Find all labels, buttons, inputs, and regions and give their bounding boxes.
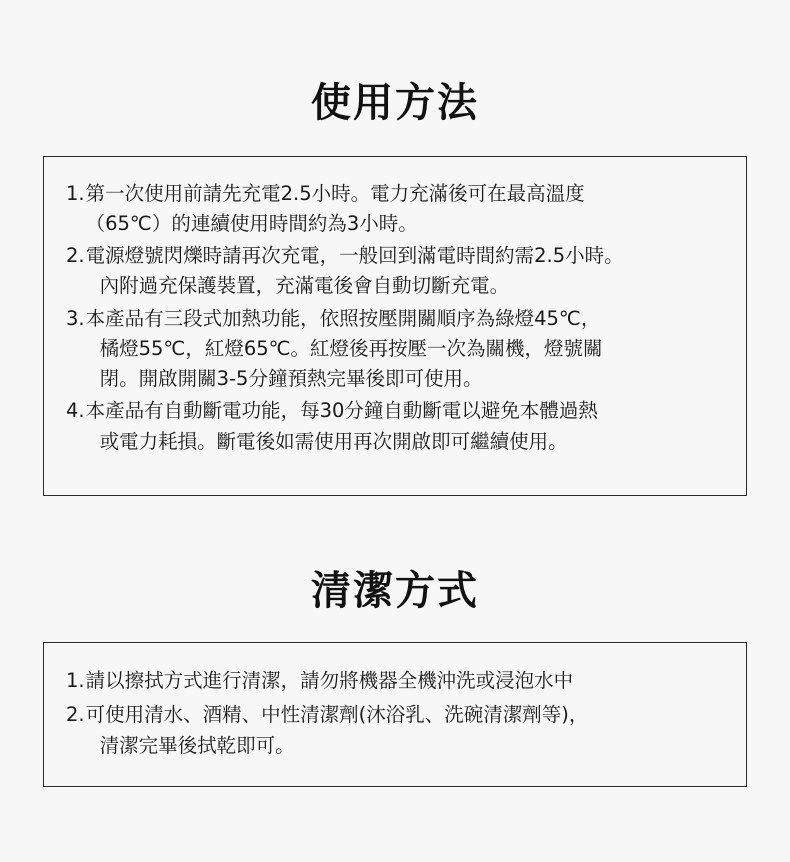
list-item-line: 本產品有三段式加熱功能，依照按壓開關順序為綠燈45℃， bbox=[85, 306, 601, 330]
list-item-line: 電源燈號閃爍時請再次充電，一般回到滿電時間約需2.5小時。 bbox=[85, 244, 624, 268]
list-item-text bbox=[86, 241, 730, 301]
list-item-line: 內附過充保護裝置，充滿電後會自動切斷充電。 bbox=[99, 274, 510, 298]
list-item bbox=[66, 396, 730, 456]
list-item-text bbox=[86, 396, 730, 456]
list-item-number: 4. bbox=[66, 399, 85, 423]
list-item-number: 2. bbox=[66, 702, 85, 726]
list-item-line: 請以擦拭方式進行清潔，請勿將機器全機沖洗或浸泡水中 bbox=[85, 669, 574, 693]
list-item bbox=[66, 304, 730, 395]
list-item-text bbox=[86, 699, 730, 761]
list-item bbox=[66, 179, 730, 239]
list-item-line: 清潔完畢後拭乾即可。 bbox=[99, 733, 295, 757]
list-item-text bbox=[86, 179, 730, 239]
usage-section-title: 使用方法 bbox=[311, 79, 479, 126]
list-item bbox=[66, 665, 730, 696]
list-item-number: 1. bbox=[66, 669, 85, 693]
list-item-number: 2. bbox=[66, 244, 85, 268]
list-item-line: 本產品有自動斷電功能，每30分鐘自動斷電以避免本體過熱 bbox=[85, 399, 598, 423]
list-item-number: 1. bbox=[66, 181, 85, 205]
list-item bbox=[66, 699, 730, 761]
list-item-line: 橘燈55℃，紅燈65℃。紅燈後再按壓一次為關機，燈號關 bbox=[99, 336, 603, 360]
instruction-page bbox=[0, 27, 790, 862]
list-item-line: 或電力耗損。斷電後如需使用再次開啟即可繼續使用。 bbox=[99, 429, 568, 453]
list-item bbox=[66, 241, 730, 301]
list-item-text bbox=[86, 304, 730, 395]
cleaning-section-title: 清潔方式 bbox=[311, 567, 479, 614]
cleaning-instructions-panel bbox=[43, 642, 747, 787]
list-item-text bbox=[86, 665, 730, 696]
usage-instructions-panel bbox=[43, 156, 747, 496]
list-item-line: 可使用清水、酒精、中性清潔劑(沐浴乳、洗碗清潔劑等)， bbox=[85, 702, 589, 726]
list-item-line: （65℃）的連續使用時間約為3小時。 bbox=[85, 212, 418, 236]
list-item-line: 第一次使用前請先充電2.5小時。電力充滿後可在最高溫度 bbox=[85, 181, 585, 205]
list-item-number: 3. bbox=[66, 306, 85, 330]
list-item-line: 閉。開啟開關3-5分鐘預熱完畢後即可使用。 bbox=[99, 367, 483, 391]
